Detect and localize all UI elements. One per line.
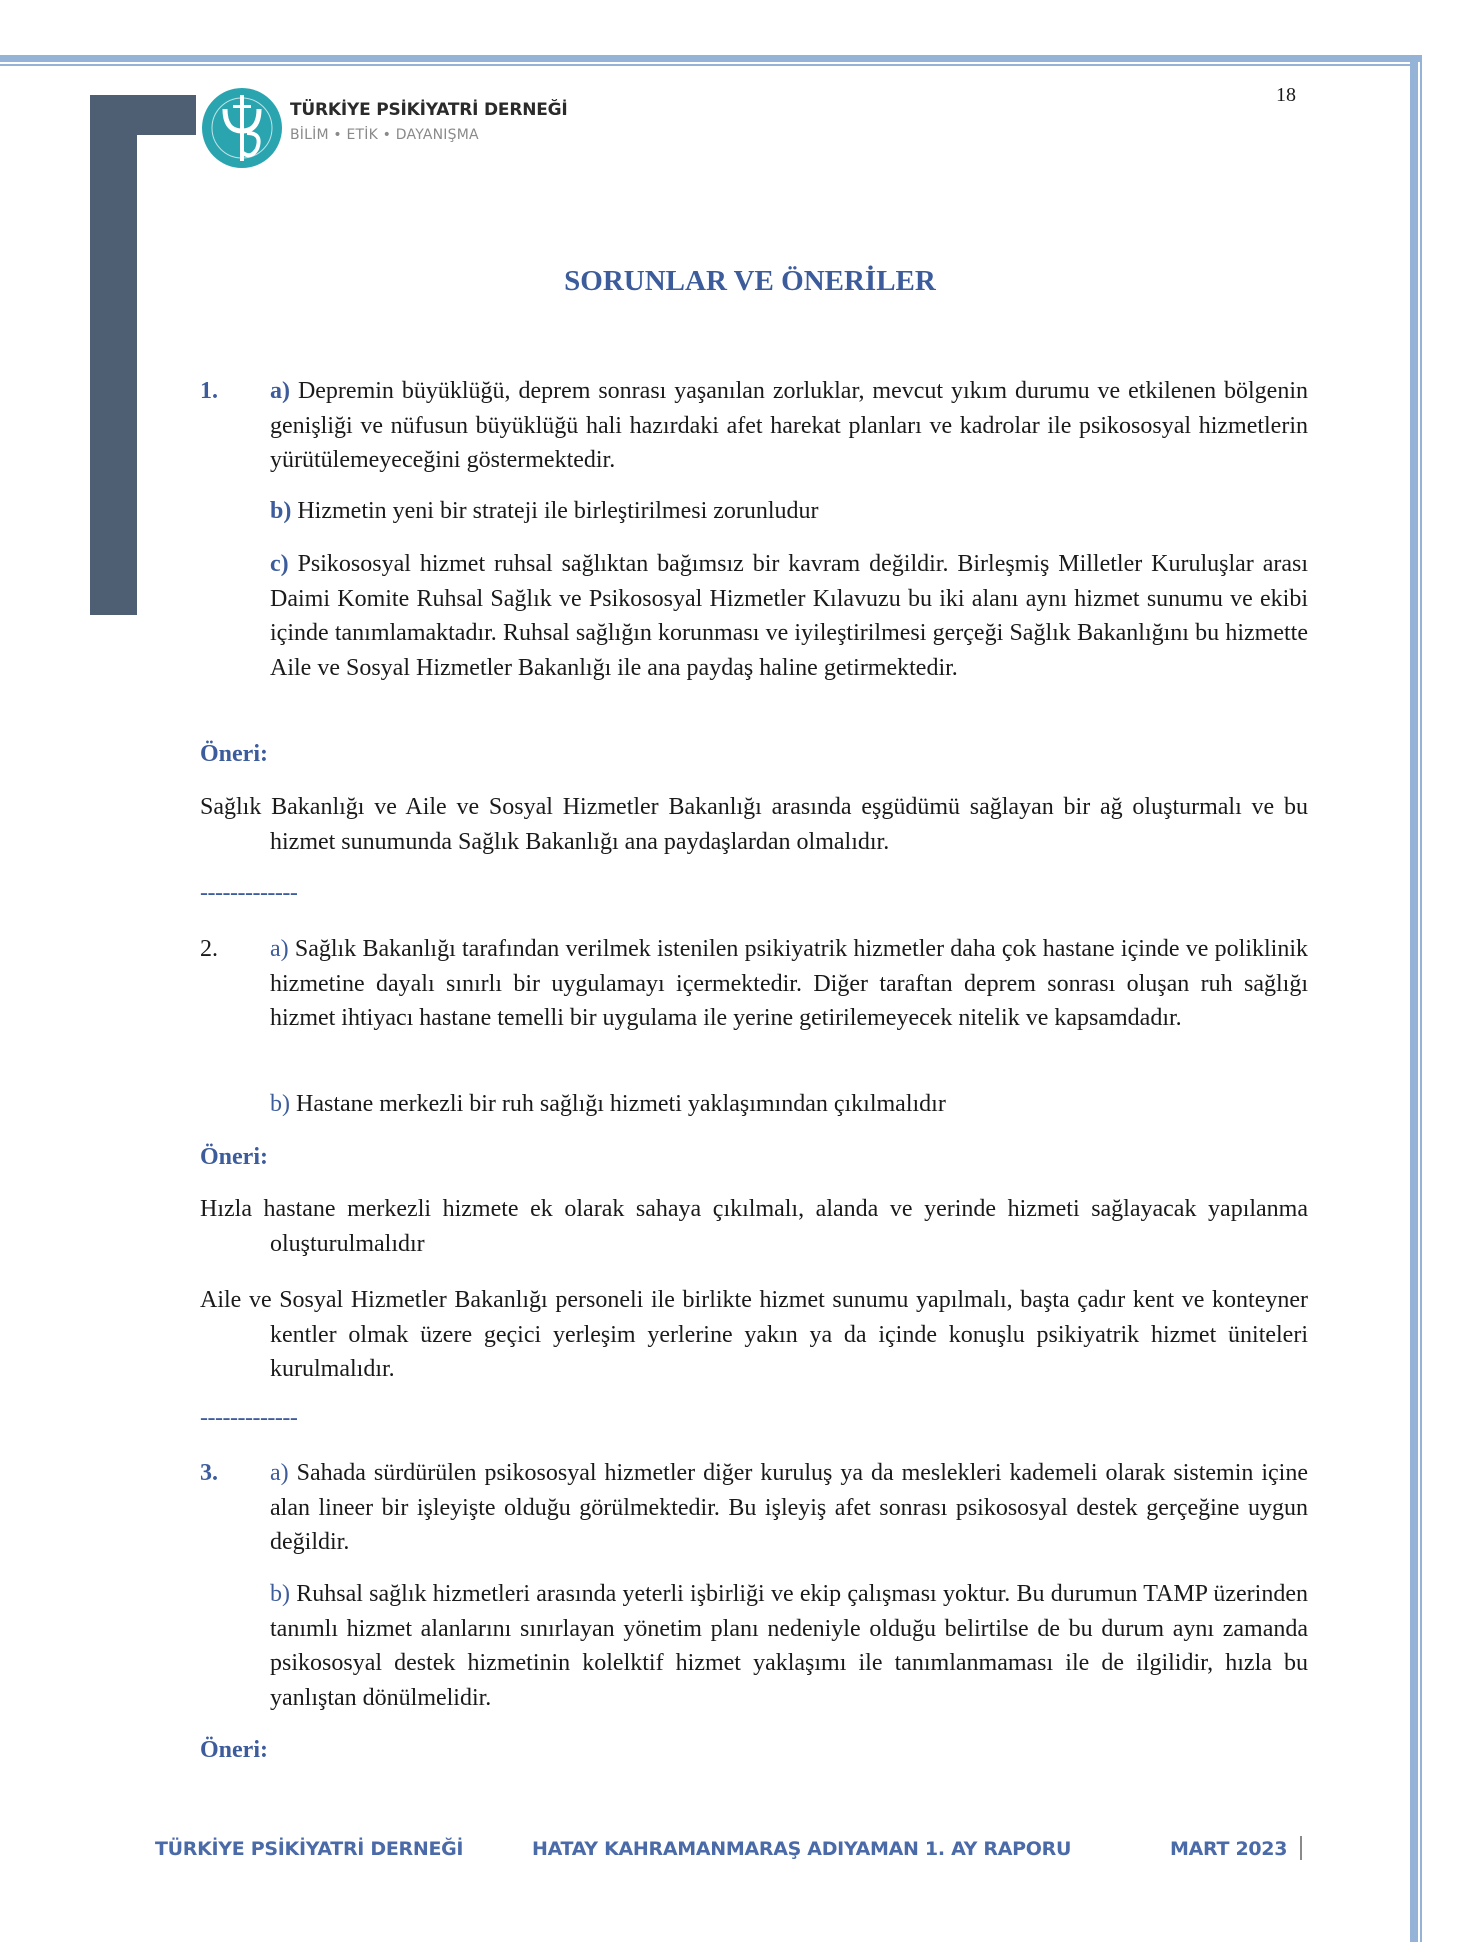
item-label: a) [270, 936, 289, 962]
item-text: Depremin büyüklüğü, deprem sonrası yaşanılan zorluklar, mevcut yıkım durumu ve etkilenen bölgenin genişliği ve nüfusun büyüklüğü hali hazırdaki afet harekat planları ve kadrolar ile psikososyal hizmetlerin yürütülemeyeceğini göstermektedir. [270, 378, 1308, 474]
item-text: Sağlık Bakanlığı tarafından verilmek istenilen psikiyatrik hizmetler daha çok hastane içinde ve poliklinik hizmetine dayalı sınırlı bir uygulamayı içermektedir. Diğer taraftan deprem sonrası oluşan ruh sağlığı hizmet ihtiyacı hastane temelli bir uygulama ile yerine getirilemeyecek nitelik ve kapsamdadır. [270, 936, 1308, 1032]
oneri-heading: Öneri: [200, 1737, 268, 1763]
item-text: Sahada sürdürülen psikososyal hizmetler diğer kuruluş ya da meslekleri kademeli olarak sistemin içine alan lineer bir işleyişte olduğu görülmektedir. Bu işleyiş afet sonrası psikososyal destek gerçeğine uygun değildir. [270, 1460, 1309, 1556]
item-label: b) [270, 1091, 290, 1117]
page-border-top-inner [0, 64, 1410, 66]
item-text: Psikososyal hizmet ruhsal sağlıktan bağımsız bir kavram değildir. Birleşmiş Milletler Kuruluşlar arası Daimi Komite Ruhsal Sağlık ve Psikososyal Hizmetler Kılavuzu bu iki alanı aynı hizmet sunumu ve ekibi içinde tanımlamaktadır. Ruhsal sağlığın korunması ve iyileştirilmesi gerçeği Sağlık Bakanlığını bu hizmette Aile ve Sosyal Hizmetler Bakanlığı ile ana paydaş haline getirmektedir. [270, 551, 1308, 682]
item-label: a) [270, 1460, 289, 1486]
page-border-right [1410, 62, 1418, 1942]
page-title: SORUNLAR VE ÖNERİLER [564, 265, 936, 297]
item-label: a) [270, 378, 290, 404]
item-label: b) [270, 498, 292, 524]
item-text: Hizmetin yeni bir strateji ile birleştirilmesi zorunludur [297, 498, 819, 524]
item-label: b) [270, 1581, 290, 1607]
item-text: Hastane merkezli bir ruh sağlığı hizmeti yaklaşımından çıkılmalıdır [296, 1091, 946, 1117]
oneri-heading: Öneri: [200, 1144, 268, 1170]
section-item [270, 1577, 1308, 1716]
section-number: 1. [200, 378, 218, 404]
page-border-top [0, 55, 1421, 62]
section-item [270, 1087, 1308, 1122]
section-separator: ------------- [200, 1405, 298, 1431]
section-number: 3. [200, 1460, 218, 1486]
item-text: Ruhsal sağlık hizmetleri arasında yeterli işbirliği ve ekip çalışması yoktur. Bu durumun TAMP üzerinden tanımlı hizmet alanlarını sınırlayan yönetim planı nedeniyle olduğu belirtilse de bu durum aynı zamanda psikososyal destek hizmetinin kolelktif hizmet yaklaşımı ile tanımlanmaması ile de ilgilidir, hızla bu yanlıştan dönülmelidir. [270, 1581, 1308, 1712]
page-number: 18 [1276, 84, 1296, 106]
item-label: c) [270, 551, 289, 577]
header-decor-bar-side [90, 95, 137, 615]
footer-report-title: HATAY KAHRAMANMARAŞ ADIYAMAN 1. AY RAPORU [532, 1838, 1072, 1860]
org-motto: BİLİM • ETİK • DAYANIŞMA [290, 127, 479, 143]
page-border-right-outer [1420, 55, 1422, 1942]
org-name: TÜRKİYE PSİKİYATRİ DERNEĞİ [290, 100, 568, 120]
oneri-paragraph: Hızla hastane merkezli hizmete ek olarak sahaya çıkılmalı, alanda ve yerinde hizmeti sağlayacak yapılanma oluşturulmalıdır [200, 1196, 1308, 1257]
section-item [270, 494, 1308, 529]
section-item [270, 547, 1308, 686]
oneri-paragraph: Aile ve Sosyal Hizmetler Bakanlığı personeli ile birlikte hizmet sunumu yapılmalı, başta çadır kent ve konteyner kentler olmak üzere geçici yerleşim yerlerine yakın ya da içinde konuşlu psikiyatrik hizmet üniteleri kurulmalıdır. [200, 1287, 1308, 1383]
psychiatric-association-logo-icon [201, 87, 283, 169]
section-separator: ------------- [200, 880, 298, 906]
footer-date: MART 2023 [1170, 1838, 1288, 1860]
footer-separator [1300, 1836, 1302, 1860]
section-number: 2. [200, 936, 218, 962]
section-item [270, 1456, 1308, 1560]
oneri-paragraph: Sağlık Bakanlığı ve Aile ve Sosyal Hizmetler Bakanlığı arasında eşgüdümü sağlayan bir ağ oluşturmalı ve bu hizmet sunumunda Sağlık Bakanlığı ana paydaşlardan olmalıdır. [200, 794, 1308, 855]
section-item [270, 374, 1308, 478]
oneri-heading: Öneri: [200, 741, 268, 767]
section-item [270, 932, 1308, 1036]
footer-org: TÜRKİYE PSİKİYATRİ DERNEĞİ [155, 1838, 464, 1860]
